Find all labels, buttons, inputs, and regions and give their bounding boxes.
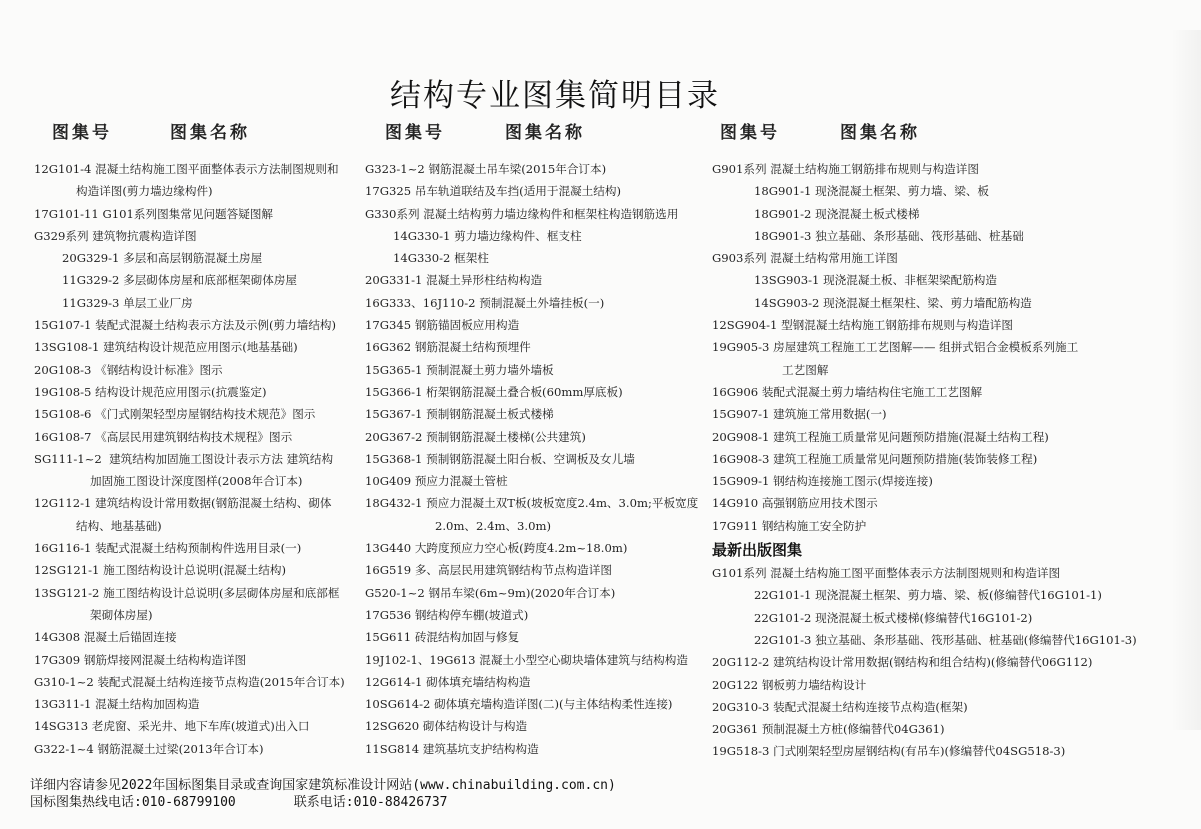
catalog-entry: 14G330-2 框架柱 [393, 251, 489, 266]
catalog-entry: 18G901-2 现浇混凝土板式楼梯 [754, 206, 920, 221]
catalog-entry: 11SG814 建筑基坑支护结构构造 [365, 741, 539, 756]
catalog-entry: G520-1~2 钢吊车梁(6m~9m)(2020年合订本) [365, 585, 616, 600]
page-edge-shadow [1171, 30, 1201, 730]
catalog-entry: G323-1~2 钢筋混凝土吊车梁(2015年合订本) [365, 162, 607, 176]
catalog-entry: 12G614-1 砌体填充墙结构构造 [365, 674, 531, 689]
catalog-entry: 2.0m、2.4m、3.0m) [435, 518, 552, 533]
catalog-entry: 构造详图(剪力墙边缘构件) [76, 184, 213, 199]
catalog-entry: 17G309 钢筋焊接网混凝土结构构造详图 [34, 652, 247, 667]
catalog-entry: G903系列 混凝土结构常用施工详图 [712, 251, 898, 266]
catalog-entry: 14G330-1 剪力墙边缘构件、框支柱 [393, 228, 582, 243]
catalog-entry: 22G101-3 独立基础、条形基础、筏形基础、桩基础(修编替代16G101-3) [754, 632, 1137, 647]
catalog-entry: 15G611 砖混结构加固与修复 [365, 630, 520, 645]
catalog-entry: 16G906 装配式混凝土剪力墙结构住宅施工工艺图解 [712, 384, 983, 399]
column-header [365, 118, 710, 154]
catalog-entry: 15G107-1 装配式混凝土结构表示方法及示例(剪力墙结构) [34, 318, 337, 333]
catalog-entry: 15G367-1 预制钢筋混凝土板式楼梯 [365, 407, 554, 422]
footer [30, 777, 616, 811]
item-list [712, 158, 1112, 537]
catalog-entry: G322-1~4 钢筋混凝土过梁(2013年合订本) [34, 741, 264, 756]
catalog-entry: 16G108-7 《高层民用建筑钢结构技术规程》图示 [34, 429, 293, 444]
header-name: 图集名称 [170, 123, 250, 143]
catalog-entry: 结构、地基基础) [76, 518, 162, 533]
catalog-entry: 22G101-2 现浇混凝土板式楼梯(修编替代16G101-2) [754, 610, 1033, 625]
catalog-entry: 20G367-2 预制钢筋混凝土楼梯(公共建筑) [365, 429, 586, 444]
catalog-entry: 20G112-2 建筑结构设计常用数据(钢结构和组合结构)(修编替代06G112) [712, 655, 1093, 670]
catalog-entry: 12SG121-1 施工图结构设计总说明(混凝土结构) [34, 563, 287, 578]
catalog-entry: 17G536 钢结构停车棚(坡道式) [365, 607, 529, 622]
catalog-entry: 18G432-1 预应力混凝土双T板(坡板宽度2.4m、3.0m;平板宽度 [365, 496, 699, 511]
catalog-entry: 18G901-1 现浇混凝土框架、剪力墙、梁、板 [754, 184, 990, 199]
catalog-entry: 14G910 高强钢筋应用技术图示 [712, 496, 878, 511]
column-header [712, 118, 1112, 154]
catalog-entry: 17G325 吊车轨道联结及车挡(适用于混凝土结构) [365, 184, 621, 199]
hotline-number: 010-68799100 [141, 795, 236, 810]
catalog-entry: 16G908-3 建筑工程施工质量常见问题预防措施(装饰装修工程) [712, 451, 1038, 466]
catalog-entry: 架砌体房屋) [90, 607, 153, 622]
catalog-entry: 20G108-3 《钢结构设计标准》图示 [34, 362, 223, 377]
contact-label: 联系电话: [293, 795, 354, 810]
catalog-entry: 17G911 钢结构施工安全防护 [712, 518, 867, 533]
catalog-entry: 15G366-1 桁架钢筋混凝土叠合板(60mm厚底板) [365, 384, 623, 399]
column-2 [365, 118, 710, 760]
catalog-entry: 15G368-1 预制钢筋混凝土阳台板、空调板及女儿墙 [365, 451, 635, 466]
catalog-entry: 20G908-1 建筑工程施工质量常见问题预防措施(混凝土结构工程) [712, 429, 1049, 444]
catalog-entry: 20G361 预制混凝土方桩(修编替代04G361) [712, 722, 945, 737]
contact-number: 010-88426737 [353, 795, 448, 810]
header-name: 图集名称 [505, 123, 585, 143]
header-code: 图集号 [720, 123, 780, 143]
catalog-entry: G310-1~2 装配式混凝土结构连接节点构造(2015年合订本) [34, 674, 345, 689]
column-1 [34, 118, 364, 760]
catalog-entry: 22G101-1 现浇混凝土框架、剪力墙、梁、板(修编替代16G101-1) [754, 588, 1102, 603]
catalog-entry: 17G345 钢筋锚固板应用构造 [365, 318, 520, 333]
catalog-entry: 20G122 钢板剪力墙结构设计 [712, 677, 867, 692]
column-3 [712, 118, 1137, 763]
catalog-entry: 13SG903-1 现浇混凝土板、非框架梁配筋构造 [754, 273, 997, 288]
footer-website-line: 详细内容请参见2022年国标图集目录或查询国家建筑标准设计网站(www.chinabuilding.com.cn) [30, 778, 616, 793]
header-code: 图集号 [385, 123, 445, 143]
catalog-entry: 10SG614-2 砌体填充墙构造详图(二)(与主体结构柔性连接) [365, 697, 673, 712]
new-publications-title: 最新出版图集 [712, 541, 803, 560]
catalog-entry: 16G116-1 装配式混凝土结构预制构件选用目录(一) [34, 541, 302, 556]
catalog-entry: 19J102-1、19G613 混凝土小型空心砌块墙体建筑与结构构造 [365, 652, 688, 667]
item-list [34, 158, 364, 760]
header-code: 图集号 [52, 123, 112, 143]
footer-phone-line [30, 794, 616, 811]
catalog-entry: 20G310-3 装配式混凝土结构连接节点构造(框架) [712, 699, 968, 714]
catalog-entry: 15G108-6 《门式刚架轻型房屋钢结构技术规范》图示 [34, 407, 316, 422]
catalog-entry: G330系列 混凝土结构剪力墙边缘构件和框架柱构造钢筋选用 [365, 206, 679, 221]
catalog-entry: 15G365-1 预制混凝土剪力墙外墙板 [365, 362, 554, 377]
catalog-entry: G329系列 建筑物抗震构造详图 [34, 228, 197, 243]
catalog-entry: 12G101-4 混凝土结构施工图平面整体表示方法制图规则和 [34, 162, 339, 176]
catalog-entry: 19G518-3 门式刚架轻型房屋钢结构(有吊车)(修编替代04SG518-3) [712, 744, 1066, 759]
catalog-entry: SG111-1~2 建筑结构加固施工图设计表示方法 建筑结构 [34, 451, 334, 466]
catalog-entry: 15G907-1 建筑施工常用数据(一) [712, 407, 887, 422]
catalog-entry: 12SG904-1 型钢混凝土结构施工钢筋排布规则与构造详图 [712, 318, 1013, 333]
catalog-entry: 12SG620 砌体结构设计与构造 [365, 719, 528, 734]
catalog-entry: 19G108-5 结构设计规范应用图示(抗震鉴定) [34, 384, 267, 399]
catalog-entry: G901系列 混凝土结构施工钢筋排布规则与构造详图 [712, 162, 979, 176]
hotline-label: 国标图集热线电话: [30, 795, 142, 810]
catalog-entry: 加固施工图设计深度图样(2008年合订本) [90, 474, 303, 489]
catalog-entry: 15G909-1 钢结构连接施工图示(焊接连接) [712, 474, 933, 489]
catalog-entry: 16G362 钢筋混凝土结构预埋件 [365, 340, 531, 355]
new-item-list [712, 562, 1137, 763]
catalog-entry: 13SG108-1 建筑结构设计规范应用图示(地基基础) [34, 340, 298, 355]
catalog-entry: 19G905-3 房屋建筑工程施工工艺图解—— 组拼式铝合金模板系列施工 [712, 340, 1079, 355]
catalog-entry: 16G519 多、高层民用建筑钢结构节点构造详图 [365, 563, 612, 578]
catalog-entry: 18G901-3 独立基础、条形基础、筏形基础、桩基础 [754, 228, 1024, 243]
catalog-entry: 14SG903-2 现浇混凝土框架柱、梁、剪力墙配筋构造 [754, 295, 1032, 310]
catalog-entry: 16G333、16J110-2 预制混凝土外墙挂板(一) [365, 295, 605, 310]
catalog-entry: 14SG313 老虎窗、采光井、地下车库(坡道式)出入口 [34, 719, 310, 734]
page-title: 结构专业图集简明目录 [390, 78, 720, 114]
catalog-entry: 12G112-1 建筑结构设计常用数据(钢筋混凝土结构、砌体 [34, 496, 332, 511]
catalog-entry: 工艺图解 [782, 362, 829, 377]
catalog-entry: 14G308 混凝土后锚固连接 [34, 630, 177, 645]
column-header [34, 118, 364, 154]
catalog-entry: 13G440 大跨度预应力空心板(跨度4.2m~18.0m) [365, 541, 628, 556]
catalog-entry: 10G409 预应力混凝土管桩 [365, 474, 508, 489]
item-list [365, 158, 710, 760]
catalog-entry: 13G311-1 混凝土结构加固构造 [34, 697, 200, 712]
catalog-entry: 20G329-1 多层和高层钢筋混凝土房屋 [62, 251, 263, 266]
catalog-entry: 11G329-3 单层工业厂房 [62, 295, 193, 310]
catalog-entry: 11G329-2 多层砌体房屋和底部框架砌体房屋 [62, 273, 298, 288]
catalog-entry: 17G101-11 G101系列图集常见问题答疑图解 [34, 206, 274, 221]
catalog-entry: 20G331-1 混凝土异形柱结构构造 [365, 273, 543, 288]
catalog-entry: G101系列 混凝土结构施工图平面整体表示方法制图规则和构造详图 [712, 566, 1061, 581]
catalog-entry: 13SG121-2 施工图结构设计总说明(多层砌体房屋和底部框 [34, 585, 340, 600]
header-name: 图集名称 [840, 123, 920, 143]
